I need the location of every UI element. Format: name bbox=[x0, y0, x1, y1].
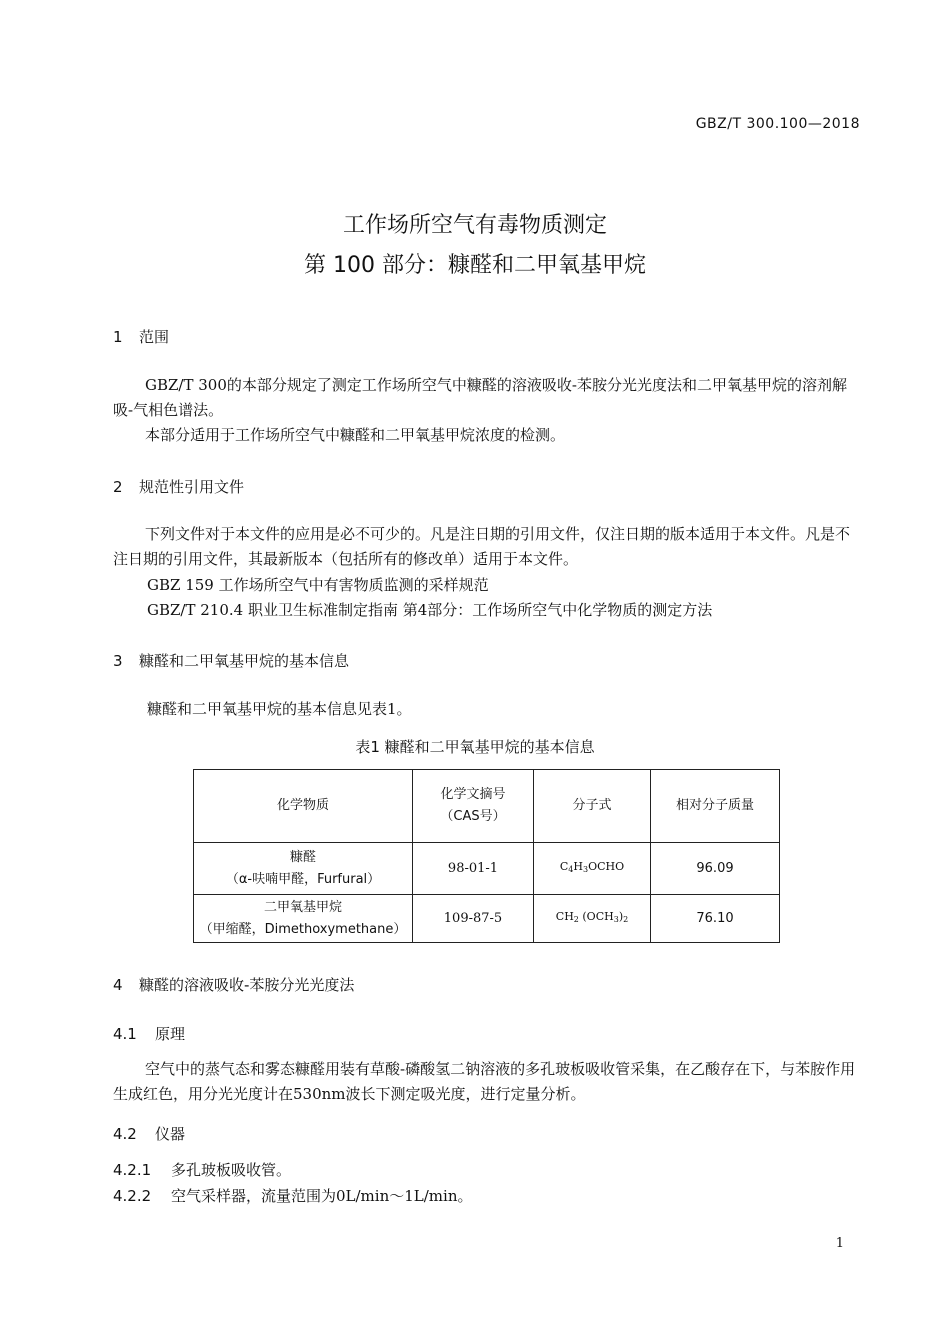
header-substance: 化学物质 bbox=[194, 770, 413, 843]
cell-molecular-weight: 76.10 bbox=[651, 895, 780, 943]
table-row bbox=[194, 843, 780, 895]
table-row bbox=[194, 895, 780, 943]
cell-substance bbox=[194, 895, 413, 943]
cell-cas: 109-87-5 bbox=[413, 895, 534, 943]
section-title: 原理 bbox=[155, 1025, 186, 1043]
basic-info-table bbox=[193, 769, 780, 943]
section-4-1-heading bbox=[113, 1023, 185, 1044]
list-item bbox=[113, 1185, 472, 1206]
section-title: 规范性引用文件 bbox=[139, 478, 245, 496]
section-2-paragraph-1: 下列文件对于本文件的应用是必不可少的。凡是注日期的引用文件，仅注日期的版本适用于本文件。凡是不注日期的引用文件，其最新版本（包括所有的修改单）适用于本文件。 bbox=[113, 525, 851, 568]
section-1-paragraph-1: GBZ/T 300的本部分规定了测定工作场所空气中糠醛的溶液吸收-苯胺分光光度法和二甲氧基甲烷的溶剂解吸-气相色谱法。 bbox=[113, 376, 847, 419]
cell-substance bbox=[194, 843, 413, 895]
section-2-heading bbox=[113, 476, 244, 497]
section-number: 4.2 bbox=[113, 1125, 137, 1143]
item-text: 空气采样器，流量范围为0L/min～1L/min。 bbox=[171, 1187, 473, 1205]
list-item bbox=[113, 1159, 291, 1180]
item-number: 4.2.1 bbox=[113, 1161, 152, 1179]
section-title: 糠醛的溶液吸收-苯胺分光光度法 bbox=[139, 976, 355, 994]
section-title: 糠醛和二甲氧基甲烷的基本信息 bbox=[139, 652, 350, 670]
substance-alias: （α-呋喃甲醛，Furfural） bbox=[225, 871, 381, 887]
section-number: 4 bbox=[113, 976, 123, 994]
section-number: 2 bbox=[113, 478, 123, 496]
table-header-row bbox=[194, 770, 780, 843]
section-number: 3 bbox=[113, 652, 123, 670]
section-title: 范围 bbox=[139, 328, 170, 346]
cell-formula: $C_4H_3OCHO$ bbox=[534, 843, 651, 895]
section-number: 4.1 bbox=[113, 1025, 137, 1043]
substance-alias: （甲缩醛，Dimethoxymethane） bbox=[199, 921, 407, 937]
section-1-paragraph-2: 本部分适用于工作场所空气中糠醛和二甲氧基甲烷浓度的检测。 bbox=[145, 426, 566, 444]
section-3-paragraph-1: 糠醛和二甲氧基甲烷的基本信息见表1。 bbox=[147, 700, 412, 718]
document-title-line2: 第 100 部分：糠醛和二甲氧基甲烷 bbox=[304, 253, 646, 278]
section-3-heading bbox=[113, 650, 349, 671]
standard-code: GBZ/T 300.100—2018 bbox=[695, 116, 860, 132]
item-number: 4.2.2 bbox=[113, 1187, 152, 1205]
table-caption: 表1 糠醛和二甲氧基甲烷的基本信息 bbox=[355, 738, 595, 756]
section-title: 仪器 bbox=[155, 1125, 186, 1143]
cell-formula: $CH_2$ $(OCH_3)_2$ bbox=[534, 895, 651, 943]
reference-1: GBZ 159 工作场所空气中有害物质监测的采样规范 bbox=[147, 576, 489, 594]
header-molecular-weight: 相对分子质量 bbox=[651, 770, 780, 843]
document-title-line1: 工作场所空气有毒物质测定 bbox=[342, 213, 607, 238]
substance-name: 糠醛 bbox=[289, 849, 316, 865]
page-number: 1 bbox=[835, 1236, 844, 1251]
section-1-heading bbox=[113, 326, 169, 347]
section-4-2-heading bbox=[113, 1123, 185, 1144]
section-4-heading bbox=[113, 974, 354, 995]
section-4-1-paragraph-1: 空气中的蒸气态和雾态糠醛用装有草酸-磷酸氢二钠溶液的多孔玻板吸收管采集，在乙酸存在下，与苯胺作用生成红色，用分光光度计在530nm波长下测定吸光度，进行定量分析。 bbox=[113, 1060, 856, 1103]
header-cas-line2: （CAS号） bbox=[440, 809, 506, 824]
cell-cas: 98-01-1 bbox=[413, 843, 534, 895]
cell-molecular-weight: 96.09 bbox=[651, 843, 780, 895]
reference-2: GBZ/T 210.4 职业卫生标准制定指南 第4部分：工作场所空气中化学物质的测定方法 bbox=[147, 601, 713, 619]
header-cas-line1: 化学文摘号 bbox=[440, 787, 506, 802]
header-cas bbox=[413, 770, 534, 843]
header-formula: 分子式 bbox=[534, 770, 651, 843]
substance-name: 二甲氧基甲烷 bbox=[263, 899, 342, 915]
section-number: 1 bbox=[113, 328, 123, 346]
item-text: 多孔玻板吸收管。 bbox=[171, 1161, 292, 1179]
